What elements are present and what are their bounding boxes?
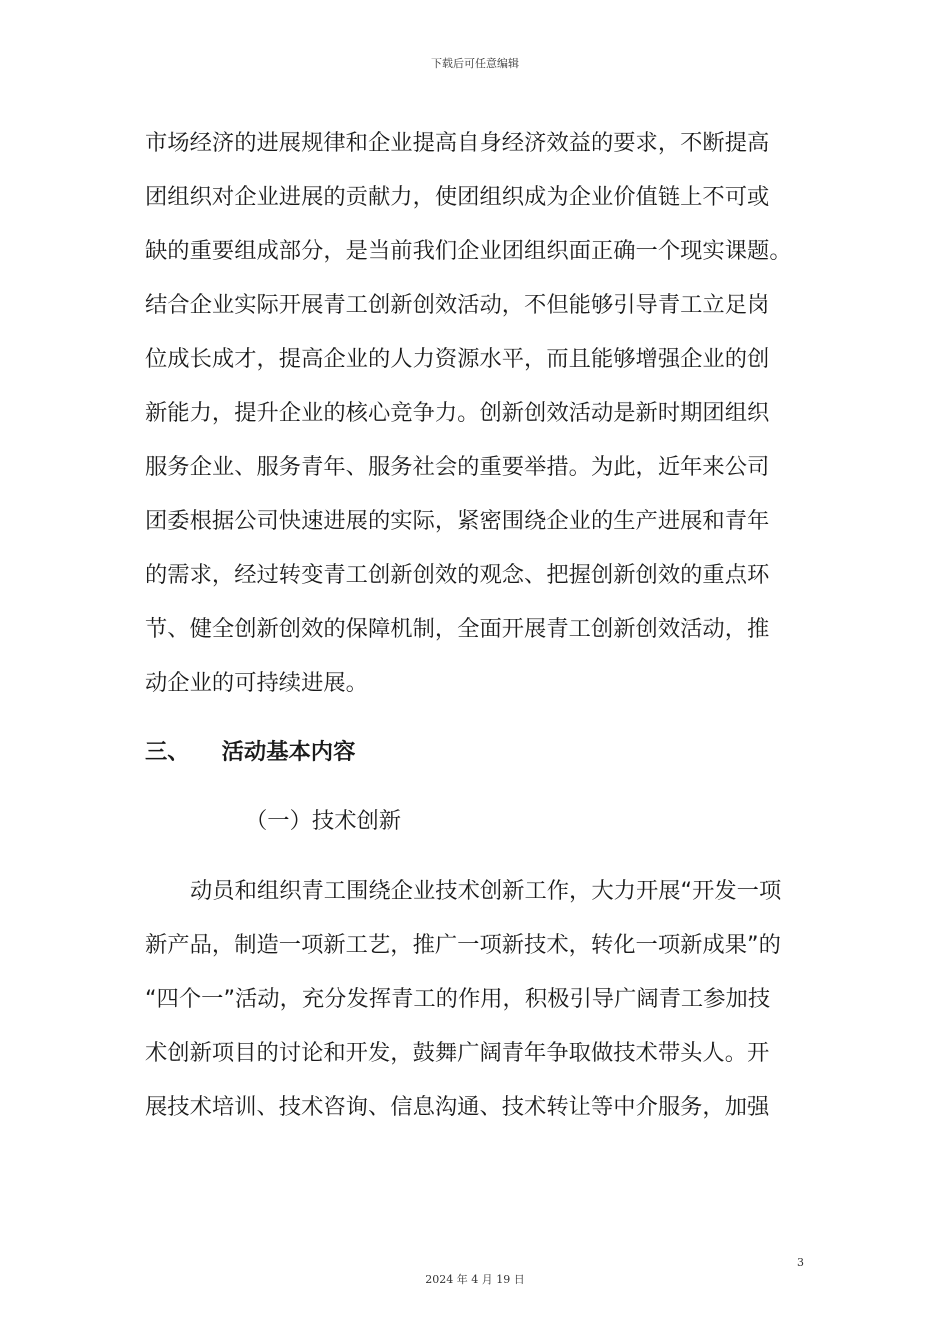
paragraph-line: 位成长成才，提高企业的人力资源水平，而且能够增强企业的创 — [145, 346, 770, 372]
paragraph-line: 术创新项目的讨论和开发，鼓舞广阔青年争取做技术带头人。开 — [145, 1040, 770, 1066]
paragraph-line: 服务企业、服务青年、服务社会的重要举措。为此，近年来公司 — [145, 454, 770, 480]
paragraph-line: 新产品，制造一项新工艺，推广一项新技术，转化一项新成果”的 — [145, 932, 781, 958]
paragraph-line: 新能力，提升企业的核心竞争力。创新创效活动是新时期团组织 — [145, 400, 770, 426]
paragraph-line: 展技术培训、技术咨询、信息沟通、技术转让等中介服务，加强 — [145, 1094, 770, 1120]
paragraph-line: 缺的重要组成部分，是当前我们企业团组织面正确一个现实课题。 — [145, 238, 792, 264]
section-heading-number: 三、 — [145, 739, 190, 765]
paragraph-line: 动企业的可持续进展。 — [145, 670, 368, 696]
paragraph-line: 团组织对企业进展的贡献力，使团组织成为企业价值链上不可或 — [145, 184, 770, 210]
section-heading-title: 活动基本内容 — [221, 739, 356, 765]
paragraph-line: 团委根据公司快速进展的实际，紧密围绕企业的生产进展和青年 — [145, 508, 770, 534]
subsection-heading: （一）技术创新 — [245, 808, 402, 834]
paragraph-line: 动员和组织青工围绕企业技术创新工作，大力开展“开发一项 — [190, 878, 782, 904]
footer-date: 2024 年 4 月 19 日 — [425, 1273, 525, 1286]
paragraph-line: 市场经济的进展规律和企业提高自身经济效益的要求，不断提高 — [145, 130, 770, 156]
paragraph-line: 结合企业实际开展青工创新创效活动，不但能够引导青工立足岗 — [145, 292, 770, 318]
paragraph-line: “四个一”活动，充分发挥青工的作用，积极引导广阔青工参加技 — [145, 986, 771, 1012]
section-heading — [145, 737, 355, 767]
paragraph-line: 的需求，经过转变青工创新创效的观念、把握创新创效的重点环 — [145, 562, 770, 588]
paragraph-line: 节、健全创新创效的保障机制，全面开展青工创新创效活动，推 — [145, 616, 770, 642]
page-header: 下载后可任意编辑 — [431, 57, 519, 70]
page-number: 3 — [797, 1256, 804, 1269]
